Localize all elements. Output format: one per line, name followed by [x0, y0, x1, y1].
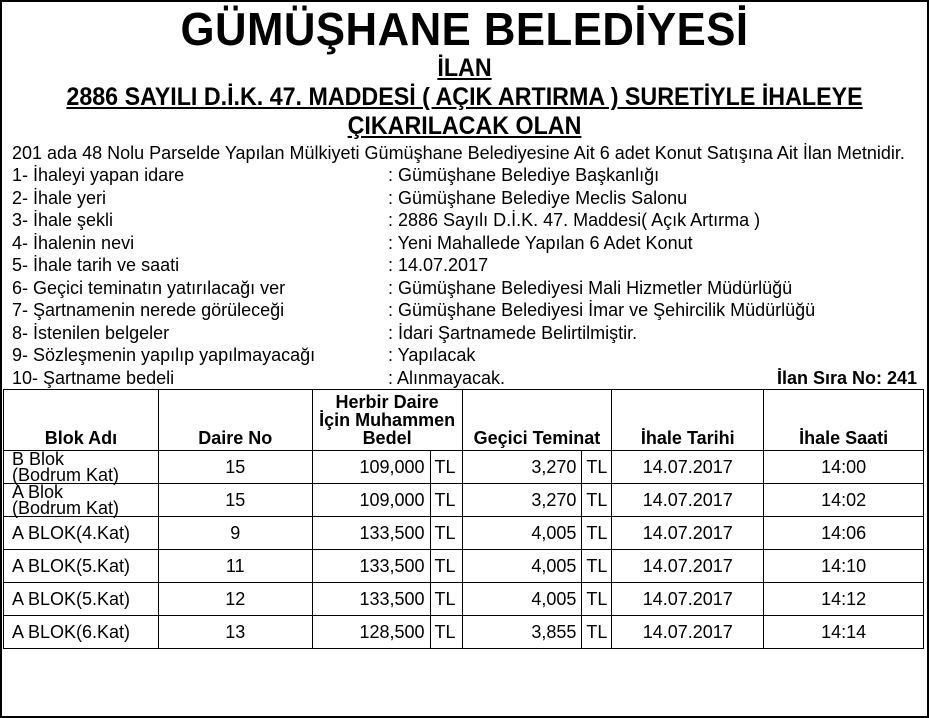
detail-label: 5- İhale tarih ve saati	[12, 255, 180, 275]
cell-tarih: 14.07.2017	[612, 616, 764, 649]
cell-currency: TL	[430, 484, 462, 517]
cell-daire: 9	[158, 517, 312, 550]
header-blok: Blok Adı	[4, 390, 159, 451]
cell-currency: TL	[582, 484, 612, 517]
intro-text: 201 ada 48 Nolu Parselde Yapılan Mülkiyeti Gümüşhane Belediyesine Ait 6 adet Konut Satışına Ait İlan Metnidir.	[12, 143, 905, 163]
cell-bedel: 128,500	[312, 616, 430, 649]
cell-saat: 14:02	[764, 484, 924, 517]
cell-teminat: 4,005	[462, 583, 582, 616]
detail-row	[12, 367, 917, 390]
table-row	[4, 484, 924, 517]
cell-currency: TL	[430, 616, 462, 649]
cell-bedel: 133,500	[312, 550, 430, 583]
cell-currency: TL	[430, 583, 462, 616]
cell-currency: TL	[582, 583, 612, 616]
detail-value: : Yeni Mahallede Yapılan 6 Adet Konut	[388, 232, 693, 253]
detail-value: : İdari Şartnamede Belirtilmiştir.	[388, 322, 638, 343]
header-teminat: Geçici Teminat	[462, 390, 612, 451]
cell-daire: 15	[158, 451, 312, 484]
detail-row	[12, 299, 917, 322]
detail-row	[12, 277, 917, 300]
header-bedel	[312, 390, 462, 451]
cell-tarih: 14.07.2017	[612, 517, 764, 550]
details-list	[2, 164, 927, 389]
cell-daire: 13	[158, 616, 312, 649]
detail-row	[12, 254, 917, 277]
blok-line2: (Bodrum Kat)	[12, 498, 120, 518]
detail-label: 10- Şartname bedeli	[12, 367, 175, 388]
header-bedel-line3: Bedel	[362, 428, 412, 448]
header-daire: Daire No	[158, 390, 312, 451]
cell-blok: A BLOK(6.Kat)	[4, 616, 159, 649]
detail-value: : Yapılacak	[388, 345, 476, 365]
cell-saat: 14:06	[764, 517, 924, 550]
page-title: GÜMÜŞHANE BELEDİYESİ	[180, 3, 749, 55]
cell-bedel: 133,500	[312, 517, 430, 550]
law-heading: 2886 SAYILI D.İ.K. 47. MADDESİ ( AÇIK ARTIRMA ) SURETİYLE İHALEYE	[66, 83, 863, 111]
cell-currency: TL	[430, 550, 462, 583]
cell-teminat: 4,005	[462, 517, 582, 550]
auction-table	[3, 389, 924, 649]
law-heading-continued: ÇIKARILACAK OLAN	[347, 112, 582, 140]
cell-bedel: 109,000	[312, 451, 430, 484]
cell-blok	[4, 484, 159, 517]
detail-row	[12, 187, 917, 210]
cell-tarih: 14.07.2017	[612, 484, 764, 517]
cell-teminat: 4,005	[462, 550, 582, 583]
blok-line1: A Blok	[12, 482, 64, 502]
blok-line2: (Bodrum Kat)	[12, 465, 120, 485]
detail-label: 6- Geçici teminatın yatırılacağı ver	[12, 277, 286, 298]
header-bedel-line1: Herbir Daire	[335, 392, 439, 412]
cell-blok: A BLOK(5.Kat)	[4, 583, 159, 616]
table-row	[4, 583, 924, 616]
detail-label: 9- Sözleşmenin yapılıp yapılmayacağı	[12, 345, 316, 365]
cell-currency: TL	[582, 550, 612, 583]
detail-label: 4- İhalenin nevi	[12, 232, 135, 253]
detail-label: 1- İhaleyi yapan idare	[12, 165, 185, 185]
cell-currency: TL	[582, 616, 612, 649]
detail-value: : Gümüşhane Belediye Meclis Salonu	[388, 187, 688, 208]
cell-teminat: 3,855	[462, 616, 582, 649]
cell-bedel: 109,000	[312, 484, 430, 517]
cell-currency: TL	[430, 451, 462, 484]
header-bedel-line2: İçin Muhammen	[319, 410, 456, 430]
detail-label: 2- İhale yeri	[12, 187, 107, 208]
cell-tarih: 14.07.2017	[612, 583, 764, 616]
table-row	[4, 451, 924, 484]
ilan-sira-no: İlan Sıra No: 241	[776, 367, 917, 388]
cell-daire: 11	[158, 550, 312, 583]
detail-label: 7- Şartnamenin nerede görüleceği	[12, 300, 285, 320]
table-row	[4, 517, 924, 550]
detail-row	[12, 344, 917, 367]
cell-blok: A BLOK(4.Kat)	[4, 517, 159, 550]
ilan-heading: İLAN	[437, 54, 492, 82]
header-saat: İhale Saati	[764, 390, 924, 451]
detail-row	[12, 209, 917, 232]
detail-value: : 14.07.2017	[388, 255, 489, 275]
cell-bedel: 133,500	[312, 583, 430, 616]
detail-label: 8- İstenilen belgeler	[12, 322, 170, 343]
table-row	[4, 616, 924, 649]
cell-saat: 14:10	[764, 550, 924, 583]
cell-currency: TL	[430, 517, 462, 550]
blok-line1: B Blok	[12, 449, 65, 469]
cell-blok	[4, 451, 159, 484]
cell-currency: TL	[582, 451, 612, 484]
detail-value: : Alınmayacak.	[388, 367, 506, 388]
cell-daire: 12	[158, 583, 312, 616]
cell-currency: TL	[582, 517, 612, 550]
cell-saat: 14:00	[764, 451, 924, 484]
cell-tarih: 14.07.2017	[612, 550, 764, 583]
detail-value: : Gümüşhane Belediyesi Mali Hizmetler Müdürlüğü	[388, 277, 793, 298]
cell-teminat: 3,270	[462, 484, 582, 517]
table-row	[4, 550, 924, 583]
detail-row	[12, 232, 917, 255]
detail-row	[12, 322, 917, 345]
cell-teminat: 3,270	[462, 451, 582, 484]
detail-label: 3- İhale şekli	[12, 210, 114, 230]
cell-daire: 15	[158, 484, 312, 517]
detail-value: : Gümüşhane Belediye Başkanlığı	[388, 165, 660, 185]
cell-blok: A BLOK(5.Kat)	[4, 550, 159, 583]
header-tarih: İhale Tarihi	[612, 390, 764, 451]
cell-saat: 14:12	[764, 583, 924, 616]
detail-value: : Gümüşhane Belediyesi İmar ve Şehircilik Müdürlüğü	[388, 300, 816, 320]
detail-row	[12, 164, 917, 187]
table-header-row	[4, 390, 924, 451]
cell-saat: 14:14	[764, 616, 924, 649]
cell-tarih: 14.07.2017	[612, 451, 764, 484]
detail-value: : 2886 Sayılı D.İ.K. 47. Maddesi( Açık Artırma )	[388, 210, 761, 230]
